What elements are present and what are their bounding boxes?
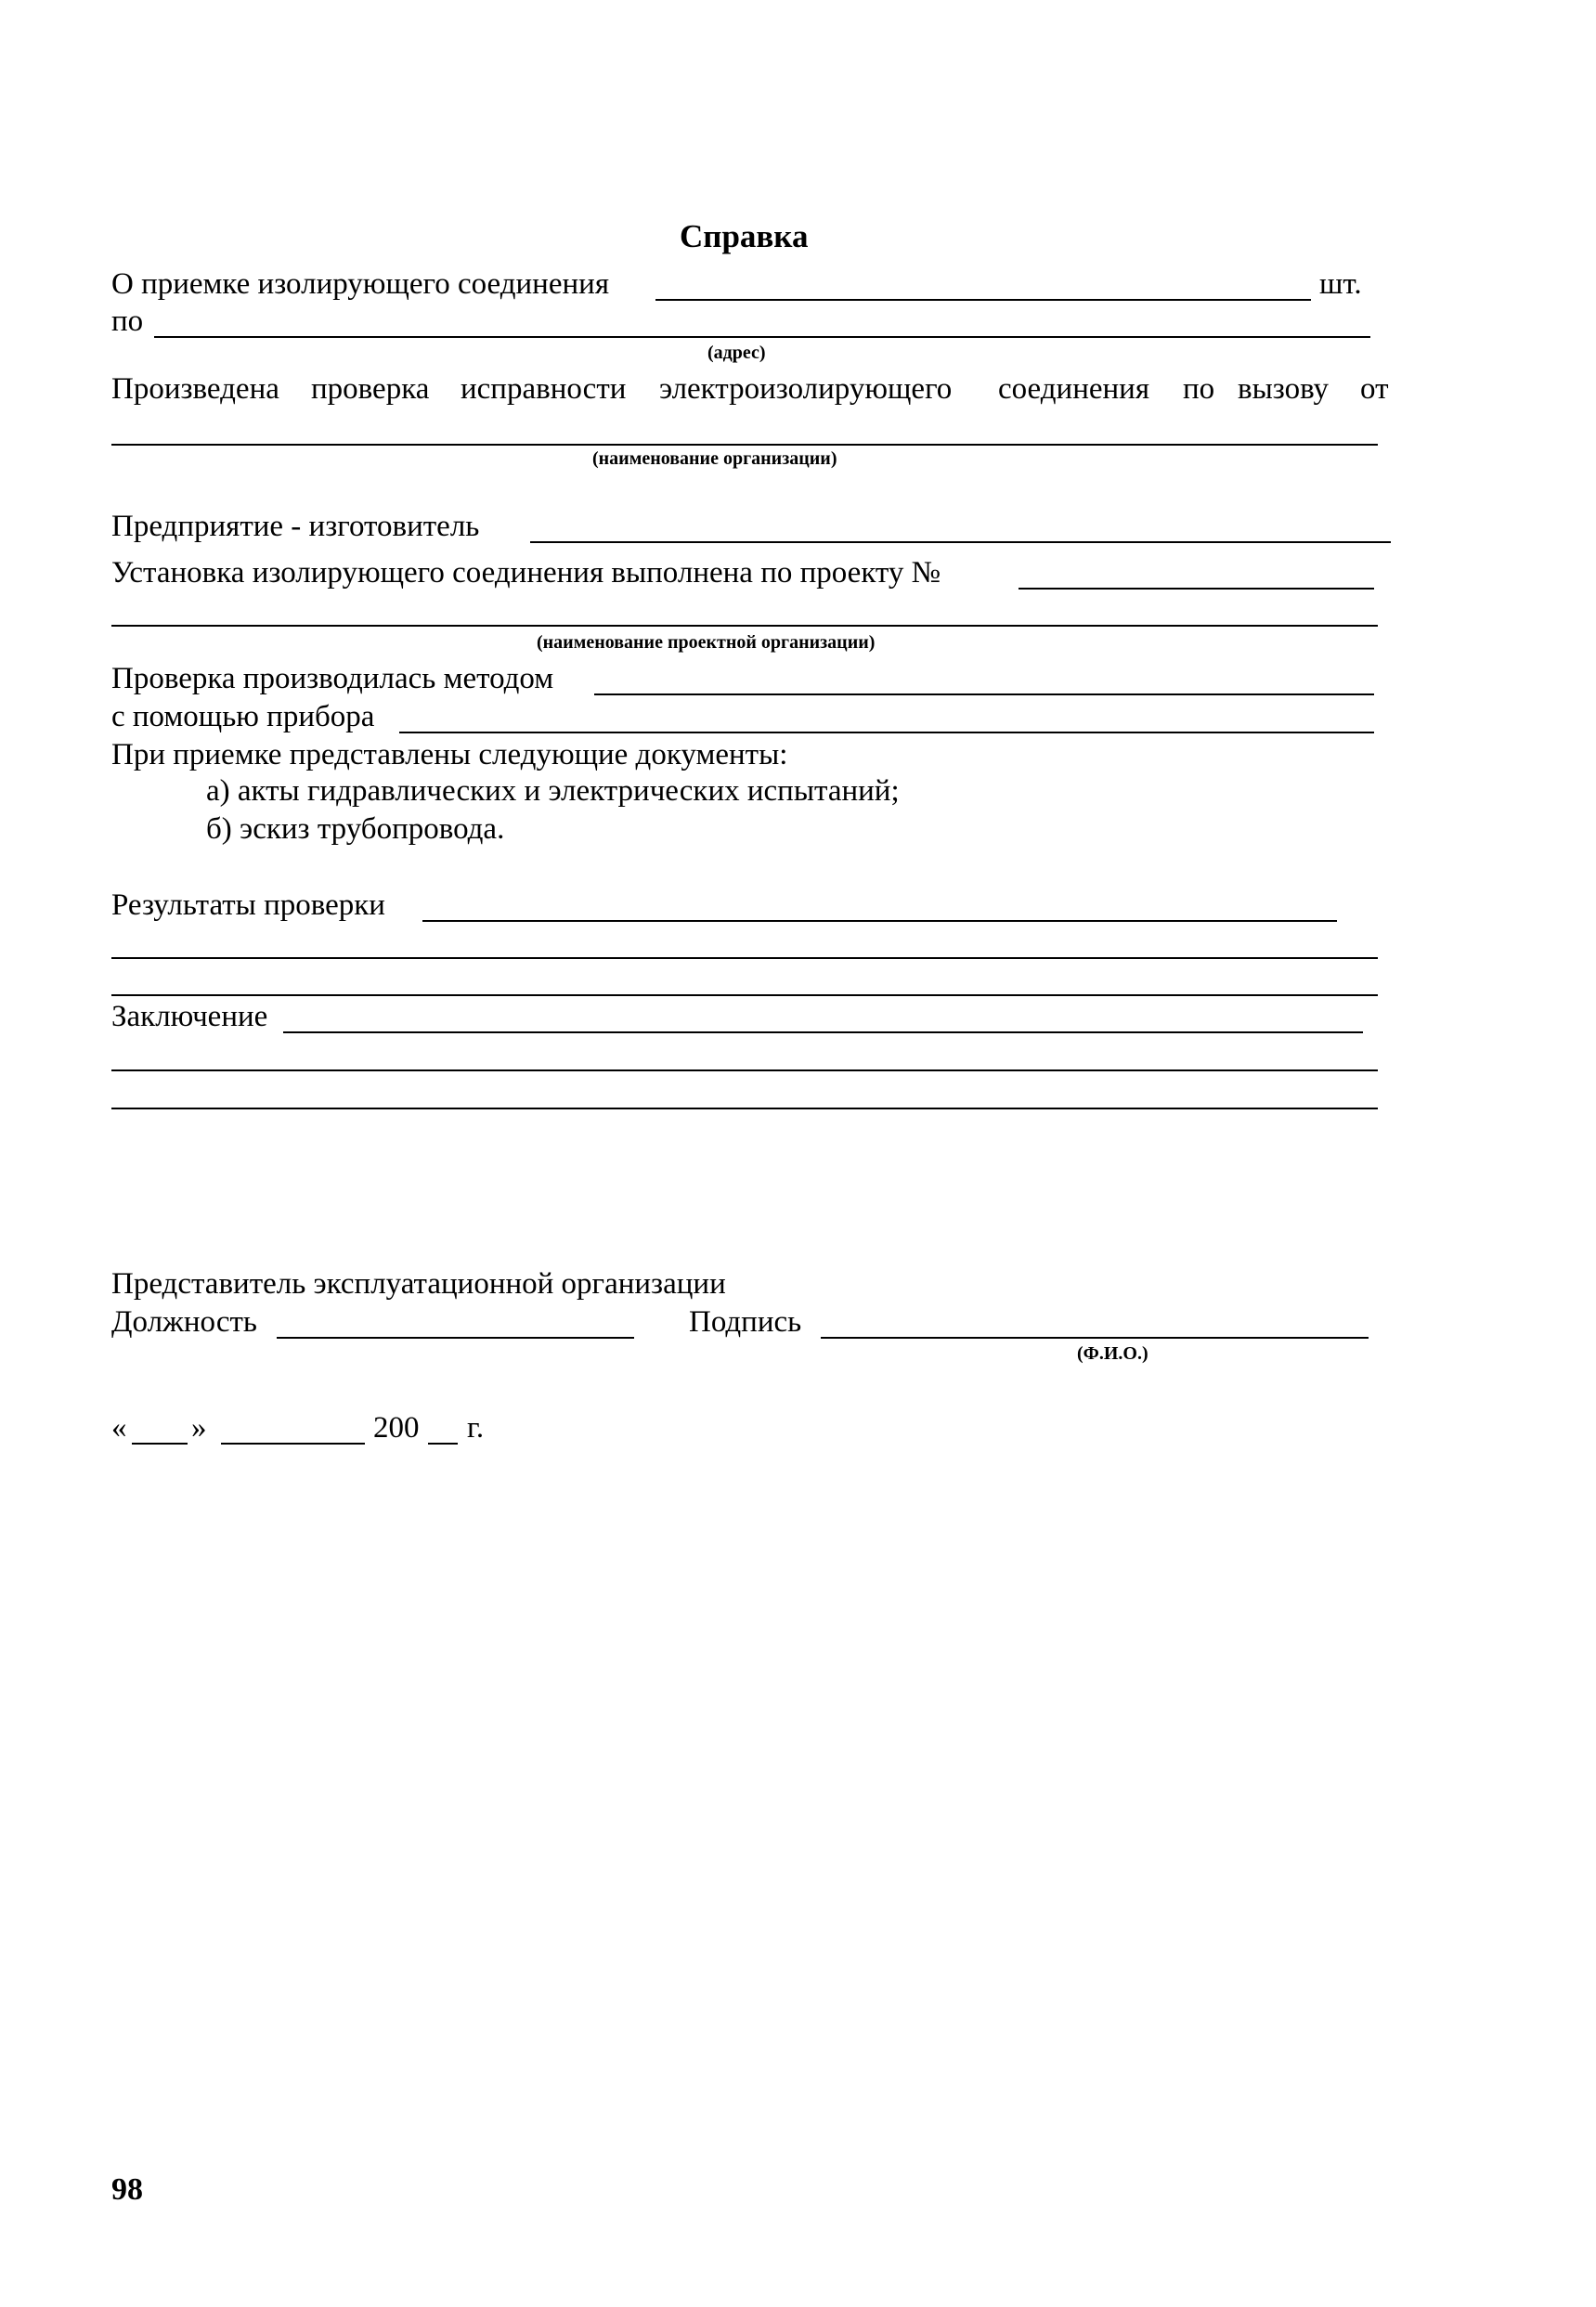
document-title: Справка [680,218,809,254]
date-year-suffix: г. [467,1411,485,1445]
date-open-quote: « [111,1411,127,1445]
quantity-unit: шт. [1319,267,1362,301]
position-field[interactable] [277,1337,634,1339]
inspection-word: от [1360,372,1389,406]
documents-item: а) акты гидравлических и электрических испытаний; [206,774,900,808]
signature-label: Подпись [689,1305,802,1339]
address-caption: (адрес) [707,343,766,363]
results-field[interactable] [422,920,1337,922]
date-close-quote: » [191,1411,207,1445]
device-field[interactable] [399,732,1374,733]
address-label: по [111,305,144,338]
inspection-word: электроизолирующего [659,372,953,406]
quantity-field[interactable] [655,299,1311,301]
month-field[interactable] [221,1443,365,1445]
method-label: Проверка производилась методом [111,662,554,695]
position-label: Должность [111,1305,257,1339]
full-name-caption: (Ф.И.О.) [1077,1343,1148,1364]
conclusion-field-line[interactable] [111,1069,1378,1071]
signature-field[interactable] [821,1337,1369,1339]
inspection-word: проверка [311,372,430,406]
project-number-field[interactable] [1019,588,1374,590]
inspection-word: исправности [461,372,627,406]
conclusion-label: Заключение [111,1000,268,1033]
acceptance-label: О приемке изолирующего соединения [111,267,609,301]
page-number: 98 [111,2172,143,2207]
manufacturer-field[interactable] [530,541,1391,543]
inspection-word: по [1183,372,1215,406]
results-label: Результаты проверки [111,888,385,922]
conclusion-field[interactable] [283,1031,1363,1033]
inspection-word: вызову [1238,372,1330,406]
year-field[interactable] [428,1443,458,1445]
day-field[interactable] [132,1443,188,1445]
documents-intro: При приемке представлены следующие документы: [111,738,788,771]
project-label: Установка изолирующего соединения выполнена по проекту № [111,556,941,590]
manufacturer-label: Предприятие - изготовитель [111,510,480,543]
date-year-prefix: 200 [373,1411,420,1445]
results-field-line[interactable] [111,957,1378,959]
representative-label: Представитель эксплуатационной организации [111,1267,726,1301]
conclusion-field-line[interactable] [111,1108,1378,1109]
project-organization-field[interactable] [111,625,1378,627]
method-field[interactable] [594,693,1374,695]
organization-field[interactable] [111,444,1378,446]
inspection-word: соединения [998,372,1150,406]
inspection-word: Произведена [111,372,279,406]
organization-caption: (наименование организации) [592,448,837,469]
documents-item: б) эскиз трубопровода. [206,812,505,846]
device-label: с помощью прибора [111,700,375,733]
project-organization-caption: (наименование проектной организации) [537,632,876,653]
address-field[interactable] [154,336,1370,338]
results-field-line[interactable] [111,994,1378,996]
